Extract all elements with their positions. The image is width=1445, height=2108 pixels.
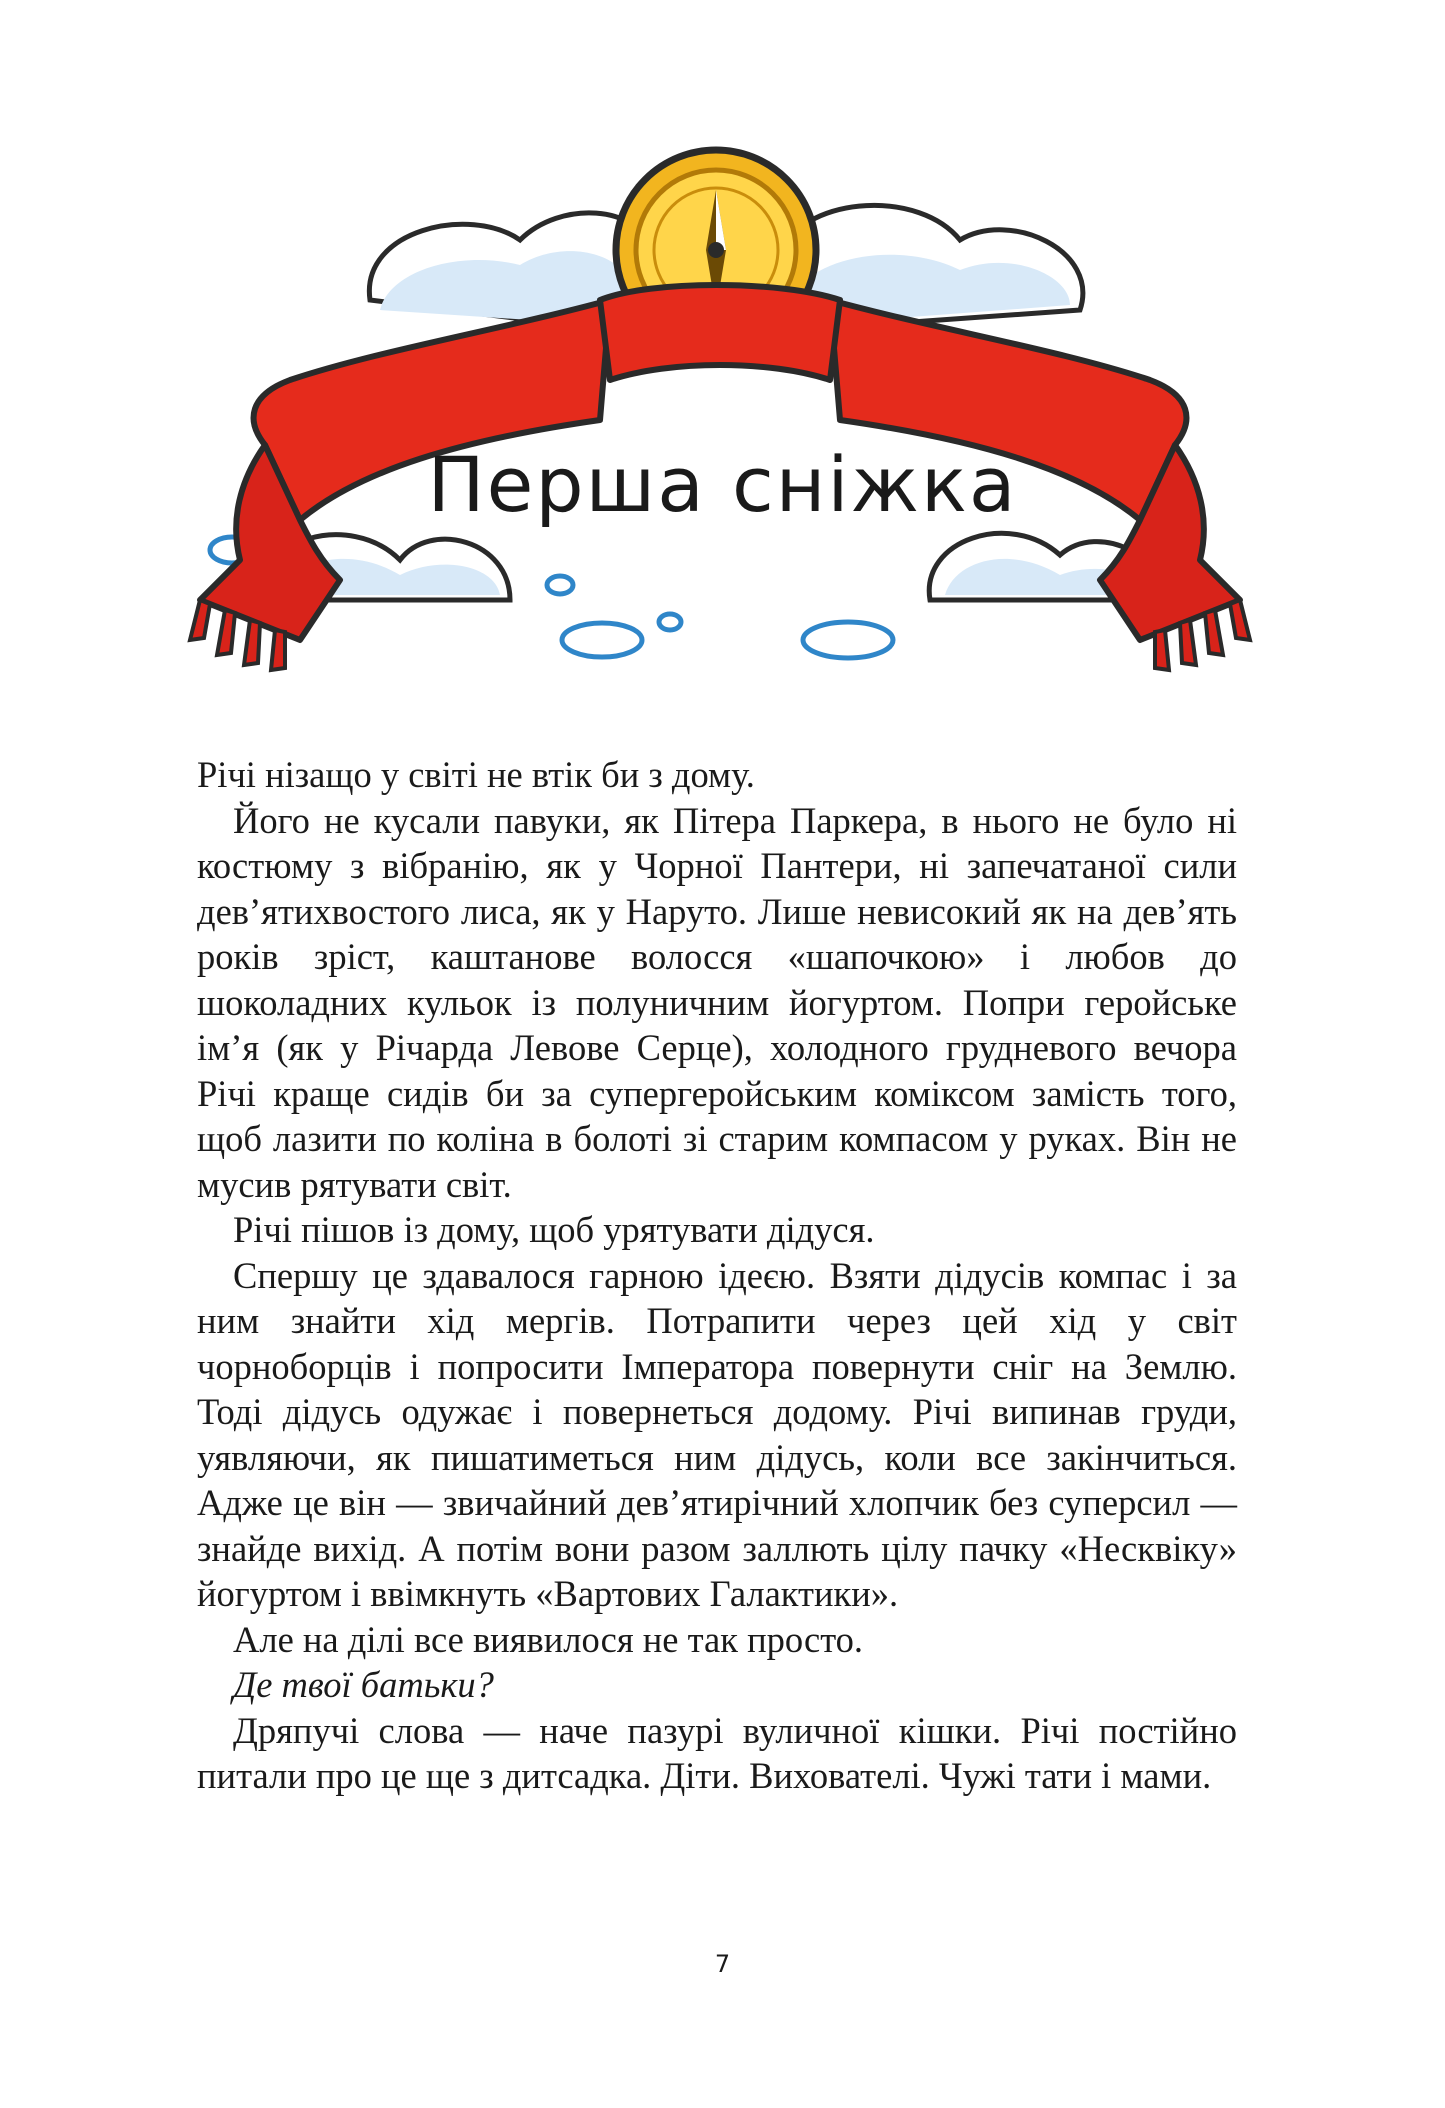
paragraph: Дряпучі слова — наче пазурі вуличної кішки. Річі постійно питали про це ще з дитсадка. Діти. Вихователі. Чужі тати і мами.	[197, 1709, 1237, 1796]
paragraph: Спершу це здавалося гарною ідеєю. Взяти дідусів компас і за ним знайти хід мергів. Потрапити через цей хід у світ чорноборців і попросити Імператора повернути сніг на Землю. Тоді дідусь одужає і повернеться додому. Річі випинав груди, уявляючи, як пишатиметься ним дідусь, коли все закінчиться. Адже це він — звичайний дев’ятирічний хлопчик без суперсил — знайде вихід. А потім вони разом заллють цілу пачку «Несквіку» йогуртом і ввімкнуть «Вартових Галактики».	[197, 1254, 1237, 1614]
paragraph-italic: Де твої батьки?	[233, 1664, 494, 1705]
page-number: 7	[714, 1950, 731, 1978]
paragraph: Річі нізащо у світі не втік би з дому.	[197, 754, 755, 795]
body-text	[197, 752, 1237, 1799]
scarf-fringe	[190, 600, 1250, 670]
paragraph: Але на ділі все виявилося не так просто.	[233, 1618, 864, 1660]
chapter-header-illustration	[0, 0, 1445, 700]
paragraph: Річі пішов із дому, щоб урятувати дідуся.	[233, 1209, 875, 1250]
paragraph: Його не кусали павуки, як Пітера Паркера, в нього не було ні костюму з вібранію, як у Чорної Пантери, ні запечатаної сили дев’ятихвостого лиса, як у Наруто. Лише невисокий як на дев’ять років зріст, каштанове волосся «шапочкою» і любов до шоколадних кульок із полуничним йогуртом. Попри геройське ім’я (як у Річарда Левове Серце), холодного грудневого вечора Річі краще сидів би за супергеройським коміксом замість того, щоб лазити по коліна в болоті зі старим компасом у руках. Він не мусив рятувати світ.	[197, 799, 1237, 1205]
chapter-title: Перша сніжка	[427, 440, 1018, 529]
